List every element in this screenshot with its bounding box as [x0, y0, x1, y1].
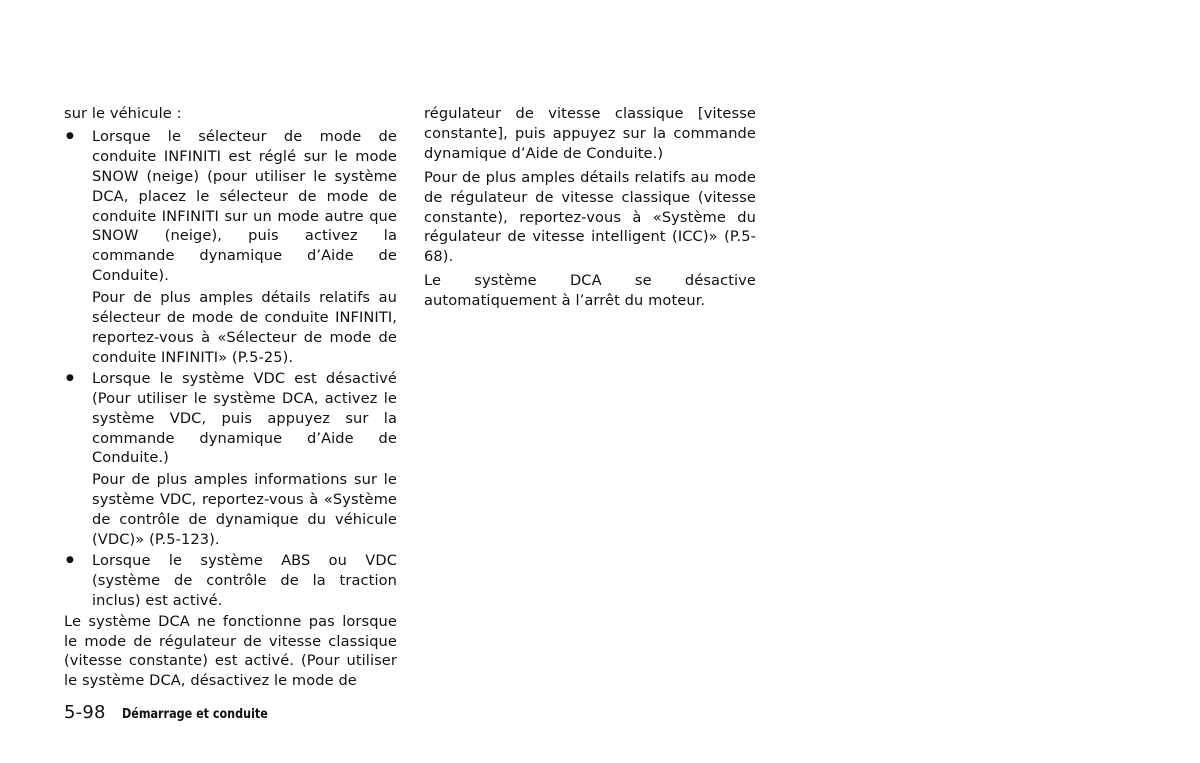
- section-title: Démarrage et conduite: [121, 706, 268, 722]
- paragraph: Le système DCA se désactive automatiquement à l’arrêt du moteur.: [424, 272, 756, 310]
- closing-paragraph: Le système DCA ne fonctionne pas lorsque le mode de régulateur de vitesse classique (vitesse constante) est activé. (Pour utiliser le système DCA, désactivez le mode de: [64, 612, 397, 690]
- left-column: [64, 104, 397, 691]
- list-item-text: Lorsque le sélecteur de mode de conduite INFINITI est réglé sur le mode SNOW (neige) (pour utiliser le système DCA, placez le sélecteur de mode de conduite INFINITI sur un mode autre que SNOW (neige), puis activez la commande dynamique d’Aide de Conduite).: [92, 127, 397, 285]
- list-item-note: Pour de plus amples informations sur le système VDC, reportez-vous à «Système de contrôle de dynamique du véhicule (VDC)» (P.5-123).: [92, 471, 397, 549]
- list-item-note: Pour de plus amples détails relatifs au sélecteur de mode de conduite INFINITI, reportez-vous à «Sélecteur de mode de conduite INFINITI» (P.5-25).: [92, 289, 397, 366]
- paragraph: Pour de plus amples détails relatifs au mode de régulateur de vitesse classique (vitesse constante), reportez-vous à «Système du régulateur de vitesse intelligent (ICC)» (P.5-68).: [424, 168, 756, 266]
- list-item: [64, 369, 397, 550]
- bullet-icon: ●: [66, 554, 74, 565]
- bullet-icon: ●: [66, 130, 74, 141]
- list-item-text: Lorsque le système VDC est désactivé (Pour utiliser le système DCA, activez le système VDC, puis appuyez sur la commande dynamique d’Aide de Conduite.): [92, 369, 397, 467]
- bullet-icon: ●: [66, 372, 74, 383]
- paragraph: régulateur de vitesse classique [vitesse constante], puis appuyez sur la commande dynamique d’Aide de Conduite.): [424, 105, 756, 162]
- list-item: [64, 551, 397, 611]
- right-column: [424, 104, 756, 315]
- page-number: 5-98: [64, 702, 106, 723]
- page-footer: [64, 702, 280, 726]
- list-item: [64, 127, 397, 368]
- intro-text: sur le véhicule :: [64, 105, 182, 122]
- list-item-text: Lorsque le système ABS ou VDC (système de contrôle de la traction inclus) est activé.: [92, 551, 397, 609]
